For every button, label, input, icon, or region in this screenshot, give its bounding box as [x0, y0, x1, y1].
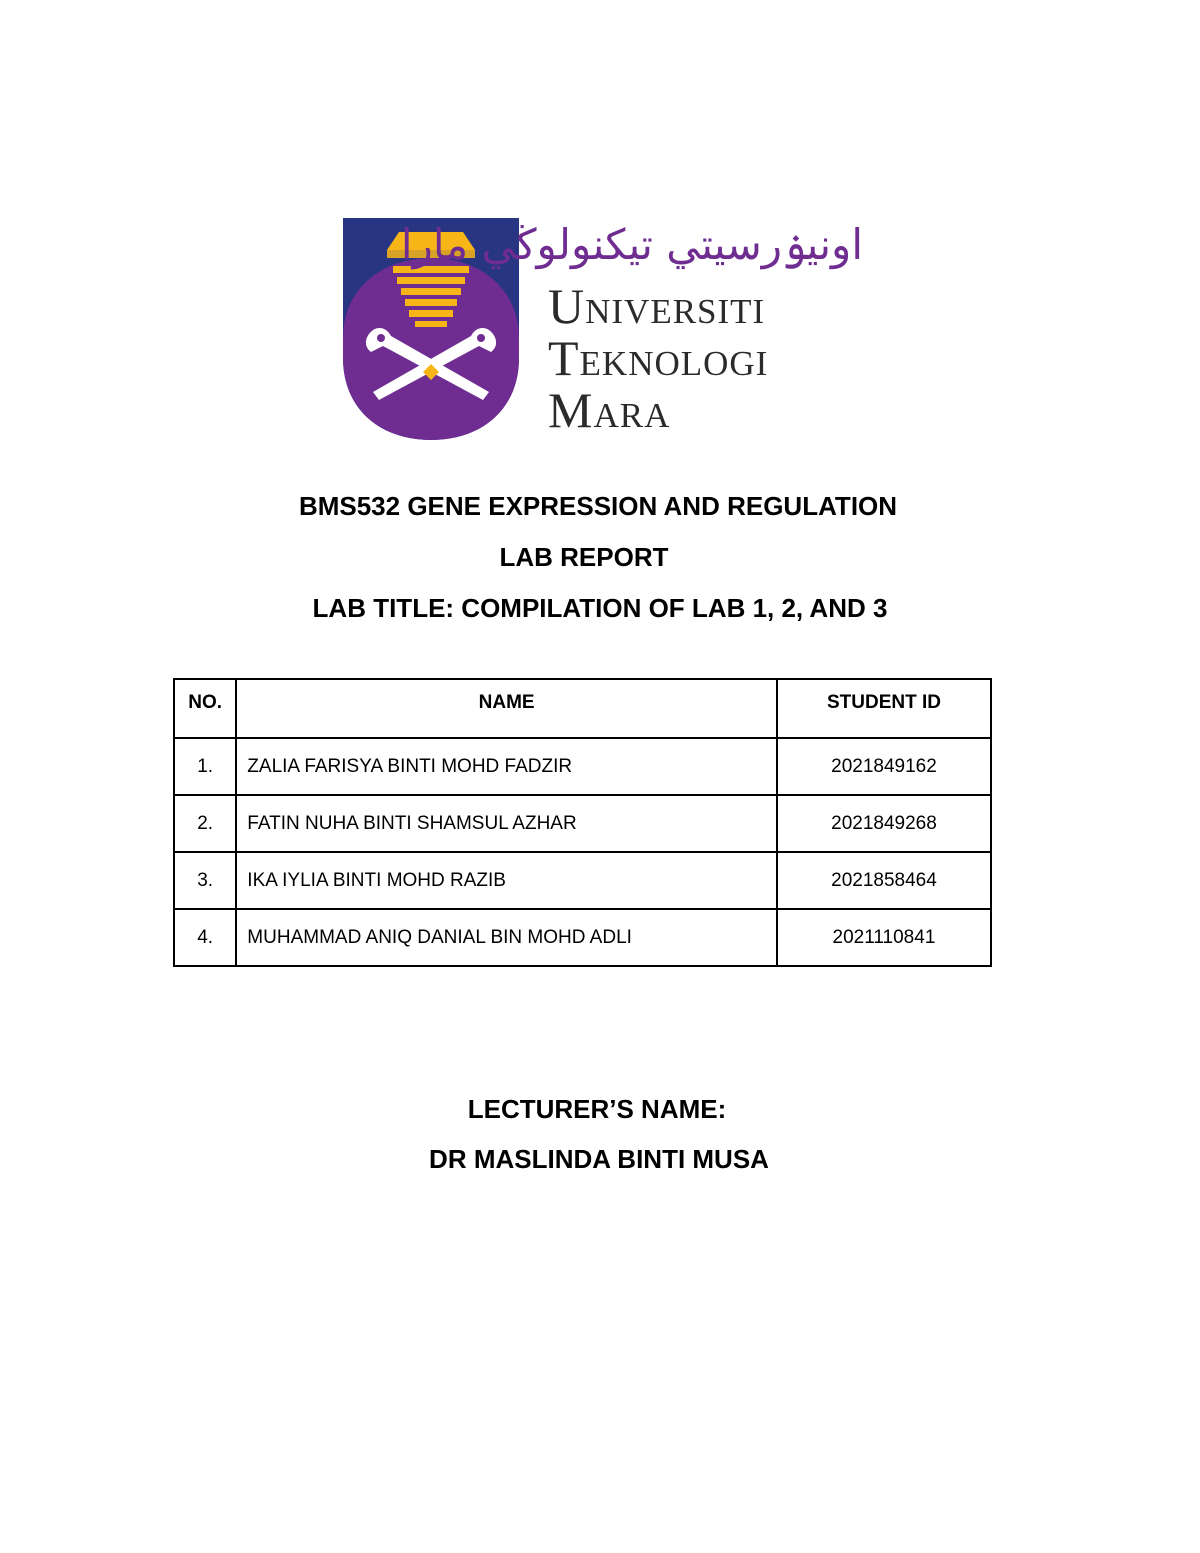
university-wordmark	[548, 280, 868, 436]
report-type: LAB REPORT	[499, 542, 669, 572]
table-header-row	[174, 679, 991, 738]
table-row	[174, 795, 991, 852]
student-id: 2021110841	[777, 909, 991, 966]
header-student-id: STUDENT ID	[777, 679, 991, 738]
student-name: FATIN NUHA BINTI SHAMSUL AZHAR	[236, 795, 777, 852]
lecturer-label: LECTURER’S NAME:	[467, 1094, 727, 1124]
row-number: 1.	[174, 738, 236, 795]
table-row	[174, 738, 991, 795]
table-row	[174, 909, 991, 966]
wordmark-line-3: Mara	[548, 382, 671, 438]
wordmark-line-2: Teknologi	[548, 330, 769, 386]
row-number: 4.	[174, 909, 236, 966]
header-no: NO.	[174, 679, 236, 738]
student-name: ZALIA FARISYA BINTI MOHD FADZIR	[236, 738, 777, 795]
table-row	[174, 852, 991, 909]
header-name: NAME	[236, 679, 777, 738]
members-table	[173, 678, 992, 967]
course-title: BMS532 GENE EXPRESSION AND REGULATION	[298, 491, 898, 521]
university-jawi-name: اونيۏرسيتي تيكنولوڬي مارا	[400, 220, 863, 269]
university-logo	[343, 212, 863, 440]
row-number: 3.	[174, 852, 236, 909]
student-id: 2021849162	[777, 738, 991, 795]
row-number: 2.	[174, 795, 236, 852]
lab-title: LAB TITLE: COMPILATION OF LAB 1, 2, AND 3	[312, 593, 888, 623]
student-id: 2021858464	[777, 852, 991, 909]
student-name: IKA IYLIA BINTI MOHD RAZIB	[236, 852, 777, 909]
student-id: 2021849268	[777, 795, 991, 852]
lecturer-name: DR MASLINDA BINTI MUSA	[429, 1144, 769, 1174]
student-name: MUHAMMAD ANIQ DANIAL BIN MOHD ADLI	[236, 909, 777, 966]
wordmark-line-1: Universiti	[548, 278, 766, 334]
